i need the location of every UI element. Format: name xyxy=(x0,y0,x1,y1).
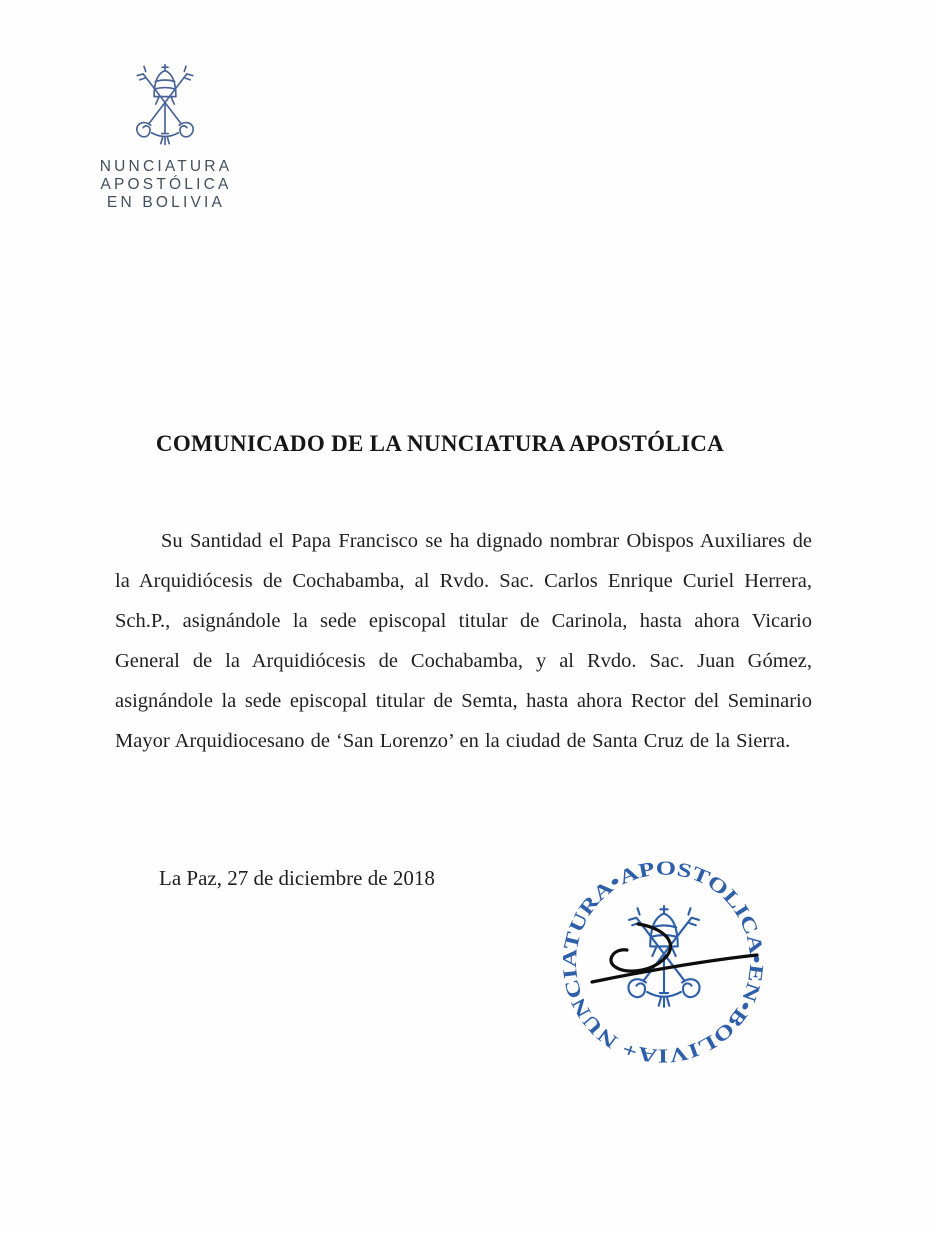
letterhead-org-name xyxy=(38,158,294,212)
seal-vatican-emblem-icon xyxy=(628,906,699,1007)
document-title: COMUNICADO DE LA NUNCIATURA APOSTÓLICA xyxy=(155,431,725,456)
letterhead-org-line1: NUNCIATURA APOSTÓLICA xyxy=(99,158,233,193)
body-paragraph: Su Santidad el Papa Francisco se ha dignado nombrar Obispos Auxiliares de la Arquidiócesis de Cochabamba, al Rvdo. Sac. Carlos Enrique Curiel Herrera, Sch.P., asignándole la sede episcopal titular de Carinola, hasta ahora Vicario General de la Arquidiócesis de Cochabamba, y al Rvdo. Sac. Juan Gómez, asignándole la sede episcopal titular de Semta, hasta ahora Rector del Seminario Mayor Arquidiocesano de ‘San Lorenzo’ en la ciudad de Santa Cruz de la Sierra. xyxy=(115,530,812,752)
dateline: La Paz, 27 de diciembre de 2018 xyxy=(159,866,435,890)
seal-ring-text: NUNCIATURA•APOSTOLICA•EN•BOLIVIA+ xyxy=(558,857,768,1067)
letterhead-org-line2: EN BOLIVIA xyxy=(106,194,226,211)
vatican-coat-of-arms-icon xyxy=(123,58,207,152)
nunciatura-seal-stamp xyxy=(543,842,783,1082)
